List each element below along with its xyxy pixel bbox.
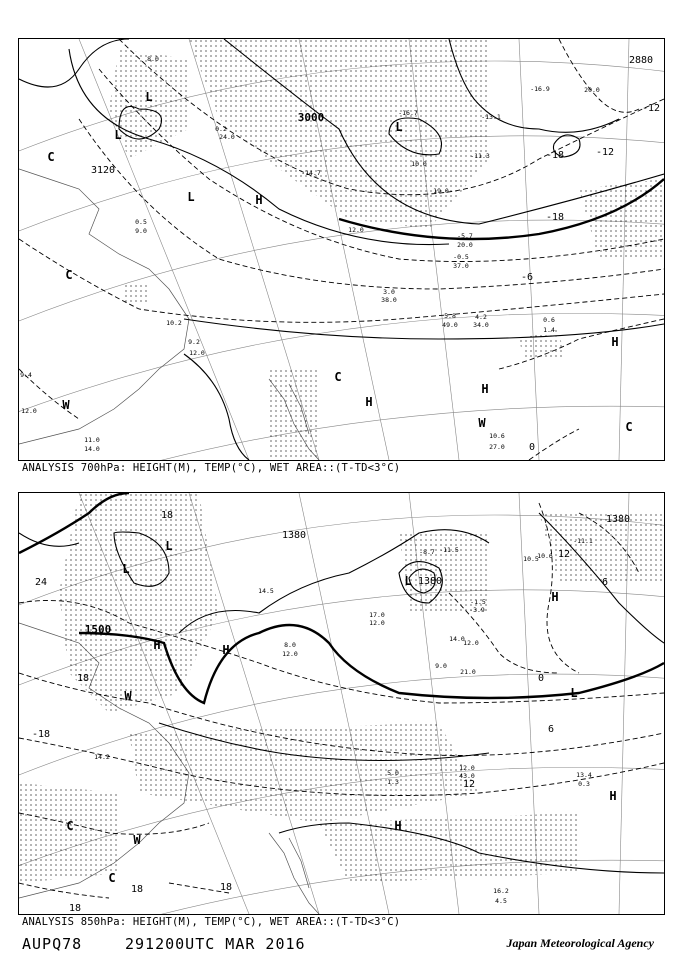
chart-700hpa <box>18 38 665 461</box>
contour-label: 6 <box>547 724 555 735</box>
pressure-center-label: H <box>611 335 619 349</box>
station-value: 8.0 <box>147 55 159 63</box>
contour-label: 18 <box>219 882 233 893</box>
pressure-center-label: L <box>404 574 412 588</box>
contour-label: 18 <box>76 673 90 684</box>
station-value: 11.0 <box>84 436 100 444</box>
contour-label: 18 <box>68 903 82 914</box>
pressure-center-label: W <box>133 833 141 847</box>
map-700hpa <box>19 39 664 460</box>
station-value: -5.7 <box>457 232 473 240</box>
station-value: 3.0 <box>383 288 395 296</box>
agency-name: Japan Meteorological Agency <box>506 936 654 950</box>
station-value: 10.6 <box>537 552 553 560</box>
station-value: 12.0 <box>463 639 479 647</box>
chart-850hpa <box>18 492 665 915</box>
station-value: 21.0 <box>460 668 476 676</box>
station-value: 10.5 <box>523 555 539 563</box>
station-value: 16.2 <box>493 887 509 895</box>
station-value: 24.0 <box>219 133 235 141</box>
station-value: 12.0 <box>21 407 37 415</box>
contour-label: 3000 <box>297 111 325 124</box>
pressure-center-label: L <box>145 90 153 104</box>
station-value: 43.0 <box>459 772 475 780</box>
pressure-center-label: C <box>65 268 73 282</box>
station-value: 14.2 <box>94 753 110 761</box>
contour-label: 1380 <box>605 514 631 525</box>
station-value: 49.0 <box>442 321 458 329</box>
contour-label: -12 <box>641 103 661 114</box>
station-value: -11.3 <box>470 152 490 160</box>
station-value: -16.7 <box>398 109 418 117</box>
contour-label: 0 <box>528 442 536 453</box>
station-value: 12.0 <box>348 226 364 234</box>
contour-label: 18 <box>130 884 144 895</box>
station-value: -1.5 <box>470 598 486 606</box>
station-value: 20.0 <box>584 86 600 94</box>
station-value: 27.0 <box>489 443 505 451</box>
station-value: 9.0 <box>435 662 447 670</box>
pressure-center-label: L <box>122 562 130 576</box>
pressure-center-label: C <box>625 420 633 434</box>
pressure-center-label: C <box>108 871 116 885</box>
station-value: 9.4 <box>20 371 32 379</box>
station-value: 0.2 <box>215 125 227 133</box>
station-value: 38.0 <box>381 296 397 304</box>
station-value: -0.5 <box>453 253 469 261</box>
analysis-time: 291200UTC MAR 2016 <box>125 935 306 953</box>
pressure-center-label: H <box>365 395 373 409</box>
station-value: 37.0 <box>453 262 469 270</box>
station-value: -3.9 <box>469 606 485 614</box>
pressure-center-label: L <box>187 190 195 204</box>
station-value: 13.4 <box>576 771 592 779</box>
map-850hpa <box>19 493 664 914</box>
station-value: 12.0 <box>459 764 475 772</box>
station-value: 14.0 <box>449 635 465 643</box>
pressure-center-label: C <box>47 150 55 164</box>
station-value: 20.0 <box>457 241 473 249</box>
contour-label: 2880 <box>628 55 654 66</box>
caption-700hpa: ANALYSIS 700hPa: HEIGHT(M), TEMP(°C), WET AREA::(T-TD<3°C) <box>22 462 401 474</box>
station-value: 0.5 <box>135 218 147 226</box>
pressure-center-label: L <box>165 539 173 553</box>
pressure-center-label: C <box>334 370 342 384</box>
pressure-center-label: H <box>153 638 161 652</box>
pressure-center-label: H <box>255 193 263 207</box>
contour-label: 1380 <box>417 576 443 587</box>
contour-label: 18 <box>160 510 174 521</box>
contour-label: -18 <box>545 150 565 161</box>
chart-code: AUPQ78 <box>22 935 83 953</box>
station-value: 12.0 <box>369 619 385 627</box>
station-value: 10.6 <box>489 432 505 440</box>
pressure-center-label: H <box>394 819 402 833</box>
contour-label: -6 <box>520 272 534 283</box>
contour-label: 1380 <box>281 530 307 541</box>
pressure-center-label: L <box>395 120 403 134</box>
station-value: 34.0 <box>473 321 489 329</box>
pressure-center-label: W <box>478 416 486 430</box>
station-value: -13.1 <box>481 113 501 121</box>
station-value: -8.7 <box>419 548 435 556</box>
contour-label: 3120 <box>90 165 116 176</box>
station-value: 9.2 <box>188 338 200 346</box>
caption-850hpa: ANALYSIS 850hPa: HEIGHT(M), TEMP(°C), WET AREA::(T-TD<3°C) <box>22 916 401 928</box>
pressure-center-label: C <box>66 819 74 833</box>
pressure-center-label: L <box>570 686 578 700</box>
station-value: 17.0 <box>369 611 385 619</box>
pressure-center-label: H <box>222 643 230 657</box>
station-value: 1.3 <box>387 778 399 786</box>
station-value: 0.3 <box>578 780 590 788</box>
station-value: -14.7 <box>301 169 321 177</box>
station-value: -16.9 <box>530 85 550 93</box>
station-value: 8.0 <box>284 641 296 649</box>
station-value: 5.8 <box>444 312 456 320</box>
contour-label: 12 <box>462 779 476 790</box>
station-value: 14.5 <box>258 587 274 595</box>
contour-label: -12 <box>595 147 615 158</box>
station-value: 10.2 <box>166 319 182 327</box>
contour-label: 12 <box>557 549 571 560</box>
pressure-center-label: H <box>609 789 617 803</box>
contour-label: 6 <box>601 577 609 588</box>
contour-label: 0 <box>537 673 545 684</box>
contour-label: -18 <box>545 212 565 223</box>
station-value: 9.0 <box>135 227 147 235</box>
pressure-center-label: H <box>551 590 559 604</box>
station-value: 4.2 <box>475 313 487 321</box>
station-value: 5.0 <box>387 769 399 777</box>
contour-label: -18 <box>31 729 51 740</box>
contour-label: 1500 <box>84 623 112 636</box>
station-value: 4.5 <box>495 897 507 905</box>
pressure-center-label: W <box>62 398 70 412</box>
station-value: 19.0 <box>433 187 449 195</box>
wet-areas <box>109 39 664 460</box>
station-value: -11.1 <box>573 537 593 545</box>
pressure-center-label: L <box>114 128 122 142</box>
station-value: -11.5 <box>439 546 459 554</box>
pressure-center-label: H <box>481 382 489 396</box>
station-value: 12.0 <box>189 349 205 357</box>
station-value: 10.0 <box>411 160 427 168</box>
station-value: 14.0 <box>84 445 100 453</box>
station-value: 1.4 <box>543 326 555 334</box>
station-value: 12.0 <box>282 650 298 658</box>
station-value: 0.6 <box>543 316 555 324</box>
pressure-center-label: W <box>124 689 132 703</box>
contour-label: 24 <box>34 577 48 588</box>
